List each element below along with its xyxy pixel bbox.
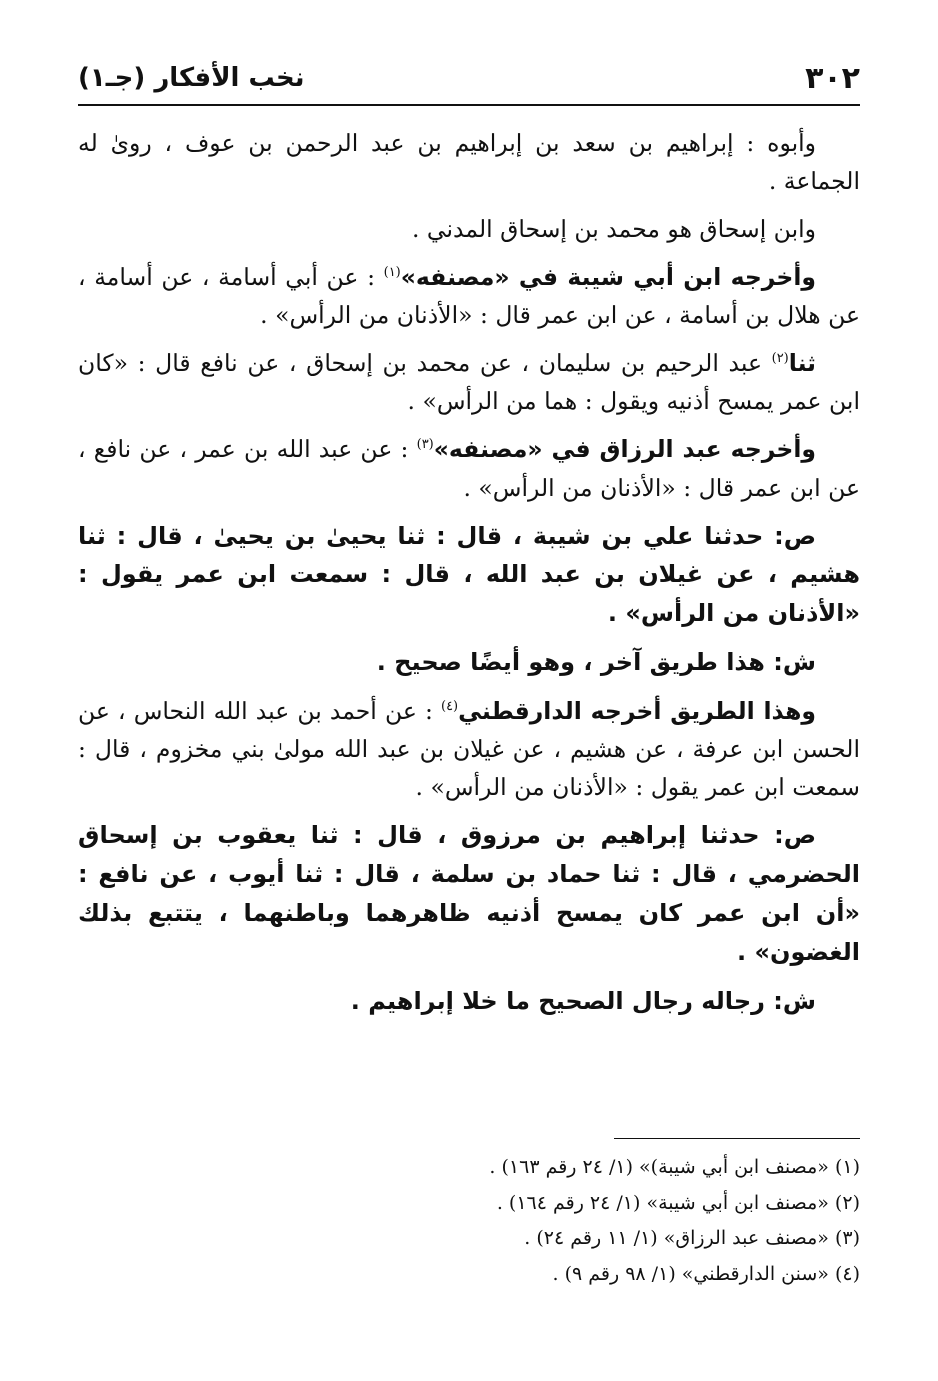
- footnote-3: (٣) «مصنف عبد الرزاق» (١/ ١١ رقم ٢٤) .: [524, 1227, 860, 1250]
- footnote-4: (٤) «سنن الدارقطني» (١/ ٩٨ رقم ٩) .: [552, 1263, 860, 1286]
- paragraph-father-note: وأبوه : إبراهيم بن سعد بن إبراهيم بن عبد الرحمن بن عوف ، روىٰ له الجماعة .: [78, 129, 860, 196]
- header-divider: [78, 104, 860, 106]
- paragraph-daraqutni: [78, 692, 860, 806]
- lead-phrase: وهذا الطريق أخرجه الدارقطني: [458, 697, 816, 726]
- paragraph-text: : عن أبي أسامة ، عن أسامة ، عن هلال بن أسامة ، عن ابن عمر قال : «الأذنان من الرأس» .: [78, 263, 860, 330]
- paragraph-ibn-ishaq-note: وابن إسحاق هو محمد بن إسحاق المدني .: [411, 215, 816, 244]
- paragraph-hadith-text-2: ص: حدثنا إبراهيم بن مرزوق ، قال : ثنا يعقوب بن إسحاق الحضرمي ، قال : ثنا حماد بن سلمة ، قال : ثنا أيوب ، عن نافع : «أن ابن عمر كان يمسح أذنيه ظاهرهما وباطنهما ، يتتبع بذلك الغضون» .: [78, 821, 860, 966]
- lead-phrase: وأخرجه ابن أبي شيبة في «مصنفه»: [400, 263, 816, 292]
- footnote-ref[interactable]: (٤): [440, 699, 459, 715]
- paragraph-text: : عن أحمد بن عبد الله النحاس ، عن الحسن ابن عرفة ، عن هشيم ، عن غيلان بن عبد الله مولىٰ بني مخزوم ، قال : سمعت ابن عمر يقول : «الأذنان من الرأس» .: [78, 697, 860, 802]
- book-title: نخب الأفكار (جـ١): [78, 63, 305, 93]
- footnote-2: (٢) «مصنف ابن أبي شيبة» (١/ ٢٤ رقم ١٦٤) .: [496, 1191, 860, 1214]
- footnote-divider: [614, 1138, 860, 1139]
- paragraph-hadith-text-1: ص: حدثنا علي بن شيبة ، قال : ثنا يحيىٰ بن يحيىٰ ، قال : ثنا هشيم ، عن غيلان بن عبد الله ، قال : سمعت ابن عمر يقول : «الأذنان من الرأس» .: [78, 521, 860, 628]
- paragraph-commentary-2: ش: رجاله رجال الصحيح ما خلا إبراهيم .: [350, 986, 816, 1015]
- paragraph-abd-al-rahim: [78, 344, 860, 420]
- footnote-ref[interactable]: (٣): [416, 437, 434, 453]
- page-header: [78, 56, 860, 100]
- paragraph-abd-al-razzaq: [78, 430, 860, 506]
- paragraph-text: : عن عبد الله بن عمر ، عن نافع ، عن ابن عمر قال : «الأذنان من الرأس» .: [78, 435, 860, 502]
- footnotes: [78, 1150, 860, 1293]
- lead-phrase: ثنا: [788, 349, 816, 378]
- page-number: ٣٠٢: [805, 60, 860, 96]
- paragraph-ibn-abi-shayba: [78, 258, 860, 334]
- lead-phrase: وأخرجه عبد الرزاق في «مصنفه»: [433, 435, 816, 464]
- footnote-1: (١) «مصنف ابن أبي شيبة)» (١/ ٢٤ رقم ١٦٣) .: [489, 1156, 860, 1178]
- paragraph-commentary-1: ش: هذا طريق آخر ، وهو أيضًا صحيح .: [376, 648, 816, 677]
- footnote-ref[interactable]: (١): [383, 265, 401, 281]
- paragraph-text: عبد الرحيم بن سليمان ، عن محمد بن إسحاق ، عن نافع قال : «كان ابن عمر يمسح أذنيه ويقول : هما من الرأس» .: [78, 349, 860, 416]
- footnote-ref[interactable]: (٢): [771, 351, 789, 367]
- main-text: [78, 124, 860, 1031]
